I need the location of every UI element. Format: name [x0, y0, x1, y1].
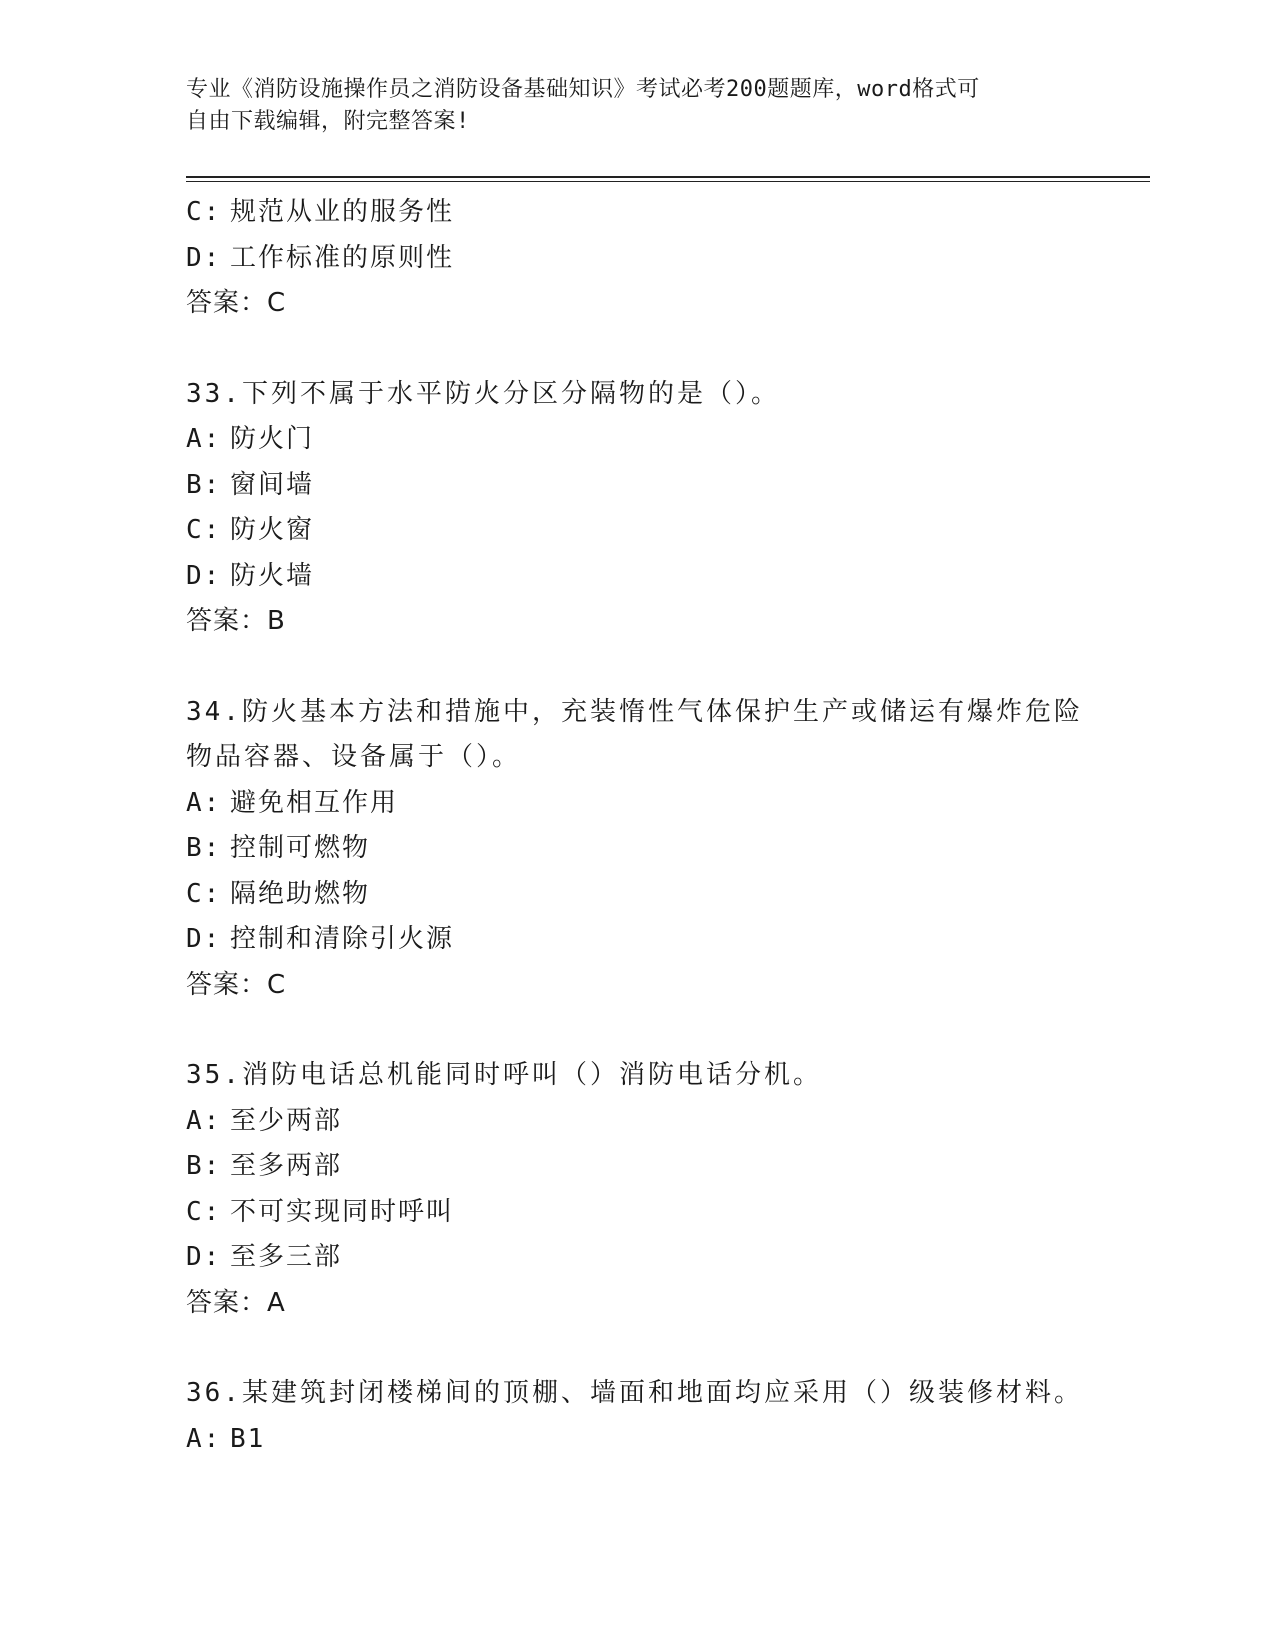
question-stem: 33.下列不属于水平防火分区分隔物的是（）。	[186, 378, 780, 409]
header-line-2: 自由下载编辑，附完整答案!	[186, 109, 470, 134]
question-list	[186, 190, 1086, 1462]
header-divider	[186, 176, 1150, 182]
option-text: B1	[230, 1423, 266, 1454]
spacer	[186, 645, 1086, 690]
option-text: 隔绝助燃物	[230, 878, 371, 909]
option-text: 防火墙	[230, 560, 315, 591]
header-line-1: 专业《消防设施操作员之消防设备基础知识》考试必考200题题库，word格式可	[186, 77, 980, 102]
option-text: 防火窗	[230, 515, 315, 545]
option-key: C:	[186, 878, 222, 909]
option-text: 至多三部	[230, 1242, 343, 1272]
option-key: A:	[186, 424, 222, 454]
option-text: 控制可燃物	[230, 833, 371, 863]
spacer	[186, 1326, 1086, 1371]
question-34	[186, 690, 1086, 1009]
answer-line: 答案：B	[186, 606, 286, 636]
option-d	[186, 1235, 1086, 1281]
option-text: 不可实现同时呼叫	[230, 1196, 455, 1227]
option-a	[186, 417, 1086, 463]
spacer	[186, 327, 1086, 372]
option-text: 防火门	[230, 424, 315, 454]
option-key: A:	[186, 787, 222, 818]
question-stem: 36.某建筑封闭楼梯间的顶棚、墙面和地面均应采用（）级装修材料。	[186, 1378, 1083, 1408]
option-text: 避免相互作用	[230, 787, 399, 818]
answer-line: 答案：C	[186, 288, 287, 318]
question-36	[186, 1371, 1086, 1462]
question-stem-line-1: 34.防火基本方法和措施中，充装惰性气体保护生产或储运有爆炸危险	[186, 696, 1083, 727]
option-a	[186, 781, 1086, 827]
question-35	[186, 1053, 1086, 1326]
option-key: A:	[186, 1423, 222, 1454]
option-key: C:	[186, 1196, 222, 1227]
option-key: B:	[186, 833, 222, 863]
option-key: A:	[186, 1105, 222, 1136]
option-a	[186, 1417, 1086, 1463]
question-33	[186, 372, 1086, 645]
option-c	[186, 872, 1086, 918]
spacer	[186, 1008, 1086, 1053]
option-key: D:	[186, 560, 222, 591]
option-key: C:	[186, 197, 222, 227]
option-d	[186, 236, 1086, 282]
option-text: 工作标准的原则性	[230, 242, 455, 273]
option-c	[186, 190, 1086, 236]
option-b	[186, 1144, 1086, 1190]
question-stem-line-2: 物品容器、设备属于（）。	[186, 742, 522, 772]
option-text: 规范从业的服务性	[230, 197, 455, 227]
answer-line: 答案：A	[186, 1287, 286, 1318]
option-c	[186, 508, 1086, 554]
option-text: 控制和清除引火源	[230, 924, 455, 954]
option-b	[186, 826, 1086, 872]
option-key: D:	[186, 924, 222, 954]
question-fragment	[186, 190, 1086, 327]
document-header	[186, 74, 1066, 138]
option-text: 至少两部	[230, 1105, 343, 1136]
option-key: D:	[186, 242, 222, 273]
option-key: D:	[186, 1242, 222, 1272]
divider-thin	[186, 181, 1150, 182]
answer-line: 答案：C	[186, 969, 287, 1000]
option-text: 至多两部	[230, 1151, 343, 1181]
option-text: 窗间墙	[230, 469, 315, 500]
option-b	[186, 463, 1086, 509]
option-key: B:	[186, 1151, 222, 1181]
option-c	[186, 1190, 1086, 1236]
divider-thick	[186, 176, 1150, 178]
option-key: C:	[186, 515, 222, 545]
option-d	[186, 554, 1086, 600]
option-d	[186, 917, 1086, 963]
question-stem: 35.消防电话总机能同时呼叫（）消防电话分机。	[186, 1060, 822, 1090]
option-key: B:	[186, 469, 222, 500]
option-a	[186, 1099, 1086, 1145]
